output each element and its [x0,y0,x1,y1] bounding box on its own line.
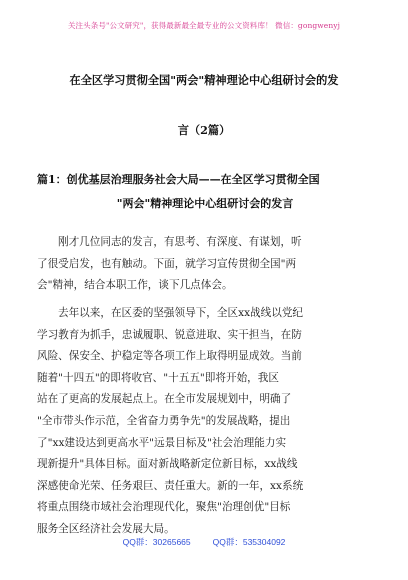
document-title-line2: 言（2篇） [177,123,231,137]
footer-qq-group-2: QQ群：535304092 [212,537,286,547]
section-heading-line1: 篇1：创优基层治理服务社会大局——在全区学习贯彻全国 [37,173,320,186]
paragraph-line: 刚才几位同志的发言，有思考、有深度、有谋划，听 [58,236,302,248]
paragraph-line: 将重点围绕市域社会治理现代化，聚焦"治理创优"目标 [37,501,291,514]
paragraph-line: 会"精神，结合本职工作，谈下几点体会。 [37,279,233,292]
section-heading-line2: "两会"精神理论中心组研讨会的发言 [116,197,294,210]
paragraph-line: 深感使命光荣、任务艰巨、责任重大。新的一年，xx系统 [37,479,304,492]
footer-contacts [0,536,408,548]
footer-qq-group-1: QQ群：30265665 [122,537,191,547]
paragraph-line: "全市带头作示范，全省奋力勇争先"的发展战略，提出 [37,414,291,427]
paragraph-line: 风险、保安全、护稳定等各项工作上取得明显成效。当前 [37,350,302,363]
paragraph-line: 现新提升"具体目标。面对新战略新定位新目标，xx战线 [37,458,298,471]
paragraph-line: 站在了更高的发展起点上。在全市发展规划中，明确了 [37,393,292,406]
paragraph-1 [37,232,373,297]
paragraph-line: 服务全区经济社会发展大局。 [37,522,175,535]
paragraph-line: 随着"十四五"的即将收官、"十五五"即将开始，我区 [37,371,279,384]
paragraph-line: 了很受启发，也有触动。下面，就学习宣传贯彻全国"两 [37,257,297,270]
header-banner: 关注头条号"公文研究"，获得最新最全最专业的公文资料库！ 微信：gongwenyj [67,21,341,30]
paragraph-line: 去年以来，在区委的坚强领导下，全区xx战线以党纪 [58,307,304,319]
paragraph-line: 了"xx建设达到更高水平"远景目标及"社会治理能力实 [37,436,287,449]
document-title-line1: 在全区学习贯彻全国"两会"精神理论中心组研讨会的发 [69,73,339,87]
section-heading [37,168,373,216]
paragraph-2 [37,303,373,541]
paragraph-line: 学习教育为抓手，忠诚履职、锐意进取、实干担当，在防 [37,328,302,341]
